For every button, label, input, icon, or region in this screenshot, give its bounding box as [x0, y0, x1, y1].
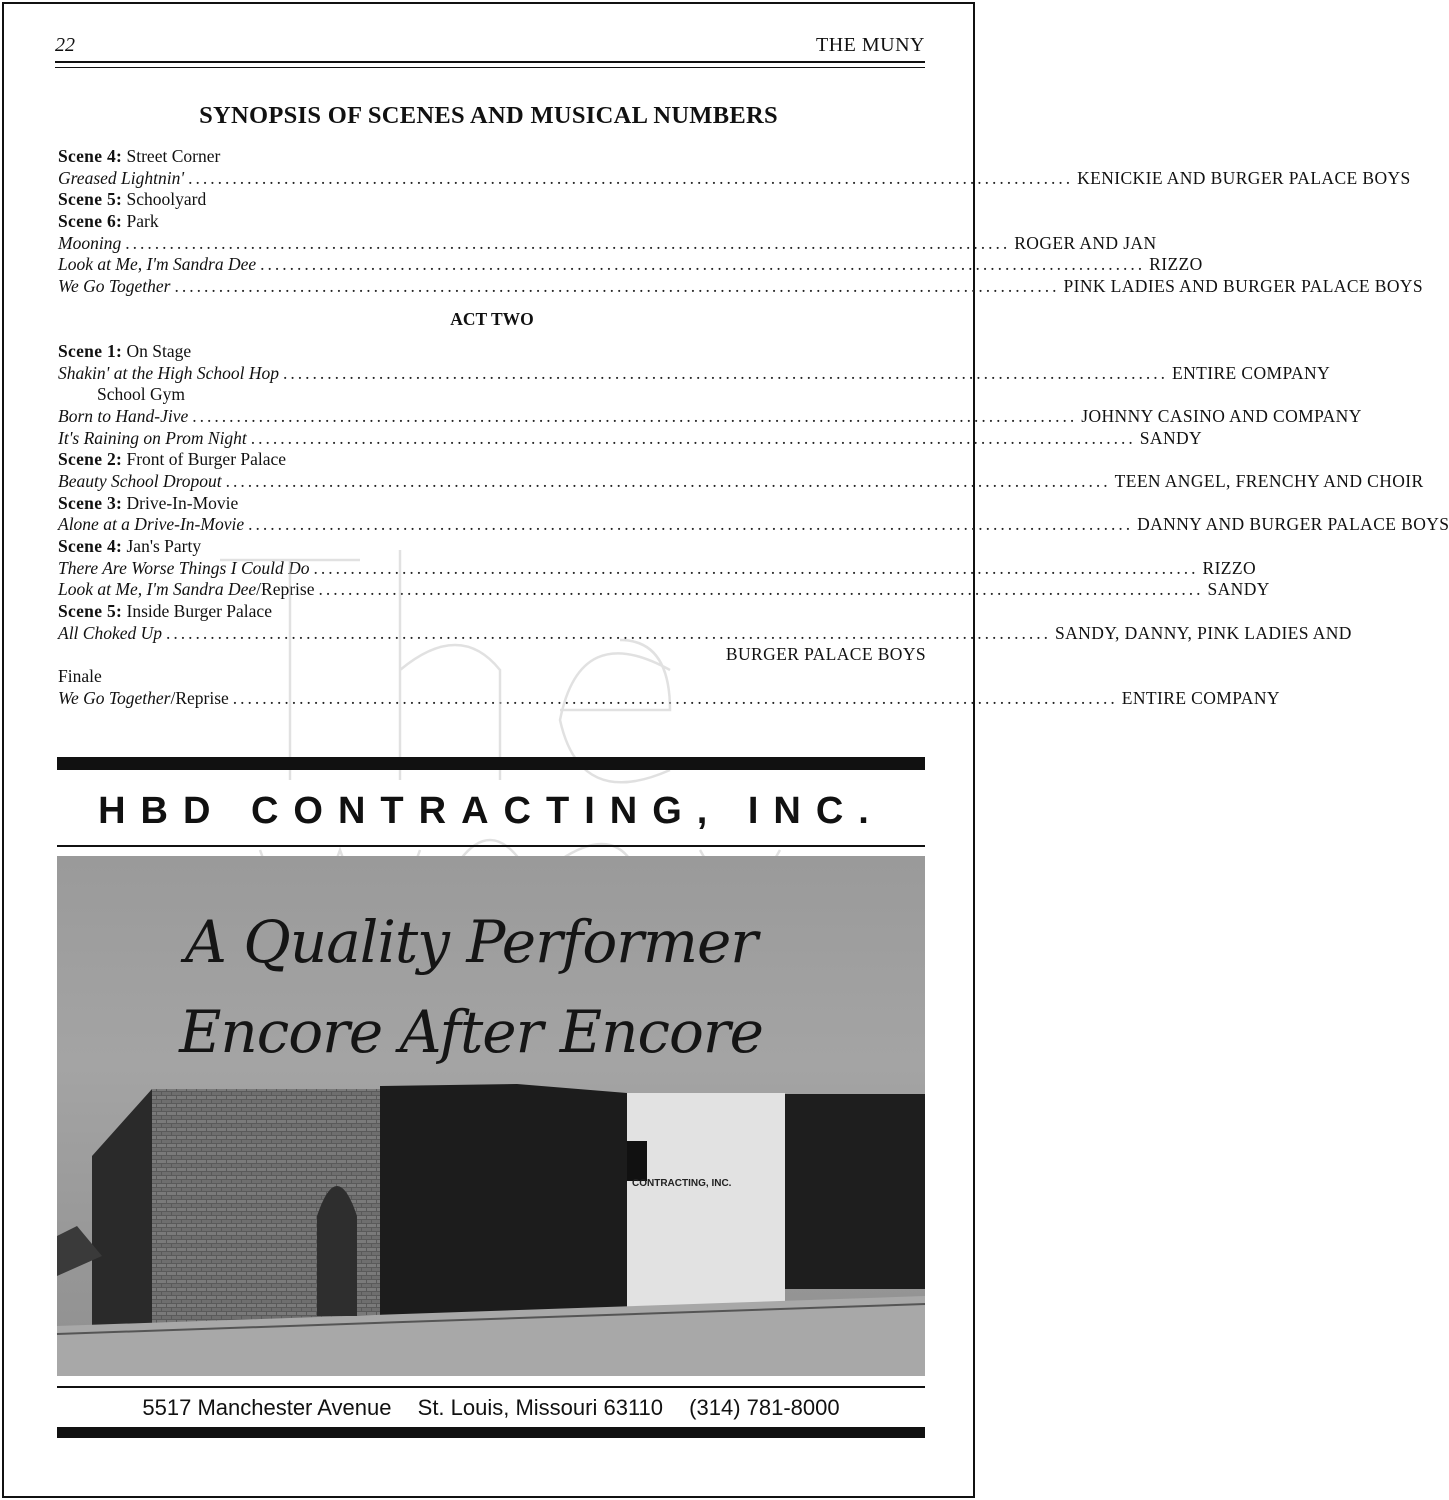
scene-label: Scene 5: [58, 601, 123, 622]
song-title: Look at Me, I'm Sandra Dee [58, 254, 257, 275]
song-title-wrap [58, 688, 229, 710]
ad-street: 5517 Manchester Avenue [142, 1395, 392, 1420]
song-entry [58, 470, 1424, 493]
scene-heading [58, 189, 926, 211]
song-title-wrap [58, 363, 279, 385]
dot-leader: ........................................................................................................................ [225, 470, 1111, 491]
scene-heading [58, 341, 926, 363]
song-title: It's Raining on Prom Night [58, 427, 247, 448]
song-entry [58, 557, 1257, 580]
ad-company-name: HBD CONTRACTING, INC. [98, 790, 884, 832]
dot-leader: ........................................................................................................................ [192, 405, 1078, 426]
song-title-wrap [58, 406, 188, 428]
song-title: We Go Together [58, 687, 171, 708]
ad-slogan-line2: Encore After Encore [179, 998, 763, 1066]
scene-place: Jan's Party [126, 536, 202, 556]
scene-heading [58, 146, 926, 168]
ad-address-rule [57, 1386, 925, 1388]
dot-leader: ........................................................................................................................ [188, 167, 1074, 188]
song-title: Alone at a Drive-In-Movie [58, 514, 245, 535]
scene-heading [58, 493, 926, 515]
dot-leader: ........................................................................................................................ [283, 362, 1169, 383]
song-entry [58, 579, 1270, 601]
song-performer: SANDY, DANNY, PINK LADIES AND [1055, 622, 1352, 643]
scene-label: Scene 2: [58, 449, 123, 470]
header-rule-thin [55, 67, 925, 68]
dot-leader: ........................................................................................................................ [166, 622, 1052, 643]
song-title: Look at Me, I'm Sandra Dee [58, 579, 257, 600]
act-one-section [58, 146, 1424, 298]
scene-heading [58, 601, 926, 623]
scene-label: Scene 4: [58, 536, 123, 556]
act-two-section [58, 340, 1449, 710]
song-title: Born to Hand-Jive [58, 405, 189, 426]
song-performer: JOHNNY CASINO AND COMPANY [1081, 405, 1362, 426]
song-title: Mooning [58, 232, 122, 253]
song-entry [58, 687, 1280, 710]
dot-leader: ........................................................................................................................ [232, 687, 1118, 708]
song-performer: SANDY [1139, 427, 1203, 448]
ad-bottom-bar [57, 1427, 925, 1438]
song-title: There Are Worse Things I Could Do [58, 557, 310, 578]
song-entry [58, 622, 1352, 645]
song-performer: ENTIRE COMPANY [1172, 362, 1331, 383]
sub-location: School Gym [97, 384, 185, 405]
song-performer: ROGER AND JAN [1014, 232, 1157, 253]
song-reprise: /Reprise [170, 687, 229, 708]
song-performer: PINK LADIES AND BURGER PALACE BOYS [1063, 276, 1424, 297]
dot-leader: ........................................................................................................................ [318, 579, 1204, 600]
ad-divider [57, 845, 925, 847]
song-title-wrap [58, 428, 247, 450]
scene-place: Drive-In-Movie [126, 492, 239, 513]
song-entry [58, 405, 1362, 428]
scene-label: Scene 6: [58, 211, 123, 232]
song-entry [58, 254, 1203, 276]
ad-city: St. Louis, Missouri 63110 [417, 1395, 664, 1420]
song-title-wrap [58, 276, 170, 298]
scene-heading [58, 449, 926, 471]
song-entry [58, 167, 1411, 190]
song-reprise: /Reprise [256, 579, 315, 600]
scene-place: On Stage [126, 340, 192, 361]
song-title-wrap [58, 558, 310, 580]
scene-heading [58, 536, 926, 558]
scene-label: Scene 1: [58, 340, 123, 361]
song-entry [58, 276, 1424, 298]
scene-label: Scene 5: [58, 189, 123, 210]
song-title: We Go Together [58, 276, 171, 297]
song-title-wrap [58, 623, 162, 645]
song-performer: RIZZO [1202, 557, 1257, 578]
song-title: Shakin' at the High School Hop [58, 362, 280, 383]
song-performer: TEEN ANGEL, FRENCHY AND CHOIR [1114, 470, 1424, 491]
song-performer: RIZZO [1149, 254, 1203, 275]
ad-slogan-line1: A Quality Performer [184, 908, 758, 976]
scene-label: Scene 3: [58, 492, 123, 513]
song-title-wrap [58, 514, 244, 536]
dot-leader: ........................................................................................................................ [174, 276, 1060, 297]
scene-label: Scene 4: [58, 146, 123, 166]
dot-leader: ........................................................................................................................ [125, 232, 1011, 253]
scene-place: Front of Burger Palace [126, 449, 287, 470]
dot-leader: ........................................................................................................................ [250, 427, 1136, 448]
song-entry [58, 232, 1157, 255]
ad-phone: (314) 781-8000 [689, 1395, 840, 1420]
song-performer: ENTIRE COMPANY [1121, 687, 1280, 708]
page-number: 22 [55, 34, 75, 56]
header-rule [55, 61, 925, 63]
dot-leader: ........................................................................................................................ [260, 254, 1146, 275]
song-title-wrap [58, 579, 314, 601]
song-performer: KENICKIE AND BURGER PALACE BOYS [1077, 167, 1411, 188]
ad-top-bar [57, 757, 925, 770]
song-title-wrap [58, 254, 256, 276]
song-title: Greased Lightnin' [58, 167, 185, 188]
scene-heading [58, 211, 926, 233]
synopsis-list [58, 146, 1449, 710]
scene-place: Street Corner [126, 146, 221, 166]
act-two-heading: ACT TWO [450, 308, 534, 329]
ad-photo [57, 856, 925, 1376]
dot-leader: ........................................................................................................................ [313, 557, 1199, 578]
running-header [55, 34, 925, 58]
publication-name: THE MUNY [816, 34, 925, 56]
dot-leader: ........................................................................................................................ [248, 514, 1134, 535]
song-title: Beauty School Dropout [58, 470, 222, 491]
section-label: Finale [58, 666, 102, 687]
performer-continued: BURGER PALACE BOYS [725, 644, 926, 665]
song-performer: SANDY [1207, 579, 1270, 600]
song-entry [58, 362, 1331, 385]
scene-place: Schoolyard [126, 189, 207, 210]
building-sign: CONTRACTING, INC. [632, 1178, 732, 1189]
song-title: All Choked Up [58, 622, 163, 643]
song-entry [58, 427, 1203, 450]
song-performer: DANNY AND BURGER PALACE BOYS [1137, 514, 1449, 535]
scene-place: Inside Burger Palace [126, 601, 272, 622]
page-title: SYNOPSIS OF SCENES AND MUSICAL NUMBERS [199, 102, 778, 129]
building-illustration [57, 856, 925, 1376]
song-entry [58, 514, 1449, 536]
ad-address-line [57, 1395, 925, 1421]
song-title-wrap [58, 233, 121, 255]
scene-place: Park [126, 211, 159, 232]
song-title-wrap [58, 168, 184, 190]
song-title-wrap [58, 471, 222, 493]
